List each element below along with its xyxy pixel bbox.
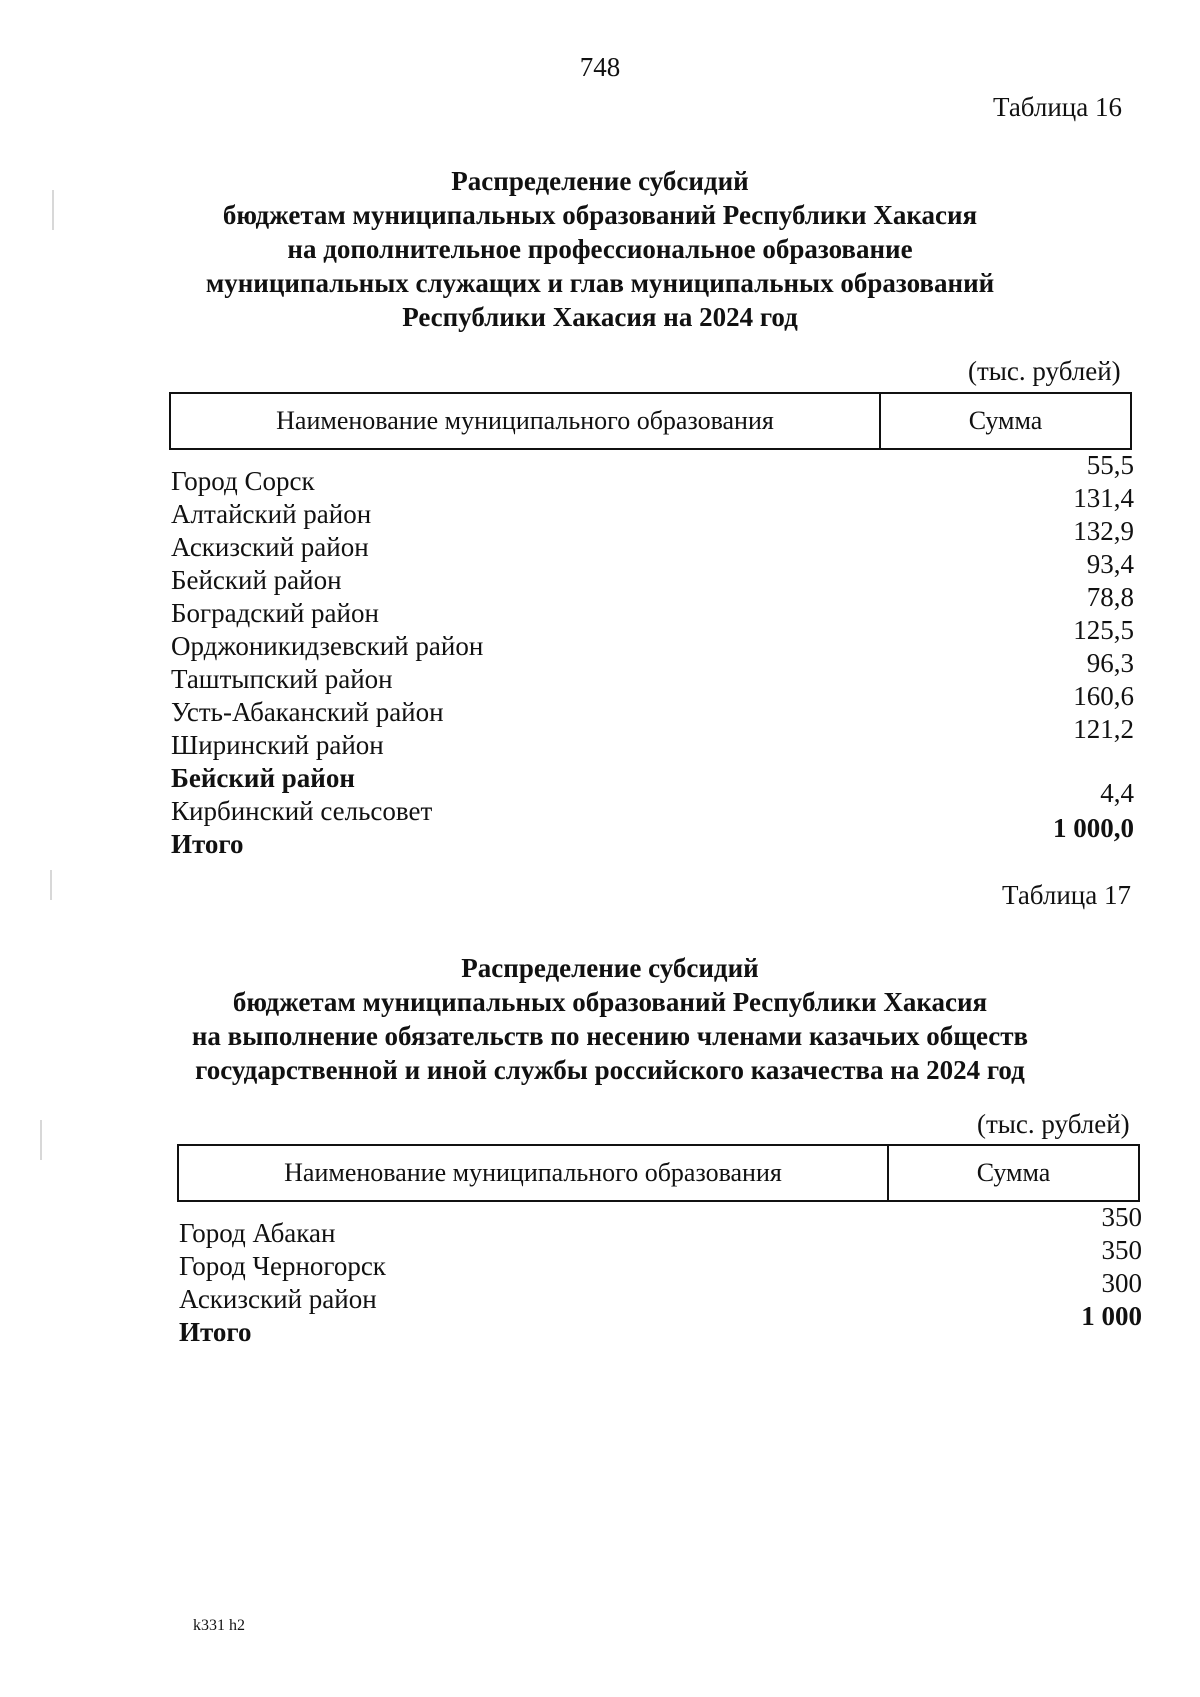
row-value: 132,9 <box>1073 516 1134 546</box>
table-16-header <box>169 392 1132 450</box>
row-name: Таштыпский район <box>171 664 393 694</box>
table-16-body <box>171 450 1134 859</box>
table-row <box>171 483 1134 529</box>
table-17-header-sum: Сумма <box>976 1158 1051 1187</box>
table-row <box>171 681 1134 727</box>
table-16-title-line: на дополнительное профессиональное образование <box>287 234 913 264</box>
row-name: Город Черногорск <box>179 1251 386 1281</box>
row-name: Ширинский район <box>171 730 384 760</box>
row-name: Итого <box>179 1317 252 1347</box>
row-value: 121,2 <box>1073 714 1134 744</box>
table-row <box>179 1235 1142 1281</box>
table-row <box>171 516 1134 562</box>
table-17-title <box>140 951 1080 1087</box>
row-value: 1 000 <box>1081 1301 1142 1331</box>
table-row-total <box>171 813 1134 859</box>
table-17-title-line: Распределение субсидий <box>461 953 759 983</box>
table-row <box>171 549 1134 595</box>
row-name: Город Абакан <box>179 1218 336 1248</box>
table-16-units: (тыс. рублей) <box>968 356 1121 386</box>
row-name: Город Сорск <box>171 466 315 496</box>
row-value: 125,5 <box>1073 615 1134 645</box>
table-16-title <box>130 164 1070 334</box>
row-value: 93,4 <box>1086 549 1134 579</box>
row-name: Итого <box>171 829 244 859</box>
table-17-title-line: на выполнение обязательств по несению членами казачьих обществ <box>191 1021 1029 1051</box>
table-row <box>171 648 1134 694</box>
row-value: 350 <box>1101 1235 1142 1265</box>
table-row <box>171 714 1134 760</box>
row-name: Бейский район <box>171 763 355 793</box>
row-name: Аскизский район <box>171 532 369 562</box>
row-value: 131,4 <box>1073 483 1134 513</box>
row-name: Орджоникидзевский район <box>171 631 484 661</box>
row-name: Бейский район <box>171 565 342 595</box>
table-17-label: Таблица 17 <box>1002 880 1131 910</box>
row-name: Алтайский район <box>171 499 372 529</box>
row-value: 1 000,0 <box>1053 813 1134 843</box>
table-16-label: Таблица 16 <box>993 92 1122 122</box>
row-value: 96,3 <box>1086 648 1134 678</box>
table-16-header-name: Наименование муниципального образования <box>171 394 881 448</box>
table-row <box>171 615 1134 661</box>
table-17-header-name: Наименование муниципального образования <box>179 1146 889 1200</box>
row-value: 160,6 <box>1073 681 1134 711</box>
table-16-title-line: Распределение субсидий <box>451 166 749 196</box>
table-17-title-line: бюджетам муниципальных образований Республики Хакасия <box>232 987 988 1017</box>
row-value: 4,4 <box>1100 778 1134 808</box>
footer-code: k331 h2 <box>193 1617 245 1634</box>
table-17-units: (тыс. рублей) <box>977 1109 1130 1139</box>
row-value: 55,5 <box>1086 450 1134 480</box>
table-17-header <box>177 1144 1140 1202</box>
table-16-title-line: бюджетам муниципальных образований Республики Хакасия <box>222 200 978 230</box>
scan-artifact <box>50 870 52 900</box>
scan-artifact <box>52 190 54 230</box>
table-16-title-line: Республики Хакасия на 2024 год <box>402 302 798 332</box>
table-row <box>179 1268 1142 1314</box>
page-number: 748 <box>579 52 621 82</box>
row-value: 78,8 <box>1086 582 1134 612</box>
table-row <box>179 1202 1142 1248</box>
table-16-title-line: муниципальных служащих и глав муниципальных образований <box>205 268 995 298</box>
row-name: Аскизский район <box>179 1284 377 1314</box>
row-name: Усть-Абаканский район <box>171 697 444 727</box>
table-row <box>171 582 1134 628</box>
row-name: Кирбинский сельсовет <box>171 796 433 826</box>
table-17-title-line: государственной и иной службы российского казачества на 2024 год <box>195 1055 1025 1085</box>
table-row <box>171 450 1134 496</box>
table-16-header-sum: Сумма <box>968 406 1043 435</box>
row-value: 350 <box>1101 1202 1142 1232</box>
row-value: 300 <box>1101 1268 1142 1298</box>
scan-artifact <box>40 1120 42 1160</box>
table-row-total <box>179 1301 1142 1347</box>
table-17-body <box>179 1202 1142 1347</box>
row-name: Боградский район <box>171 598 379 628</box>
